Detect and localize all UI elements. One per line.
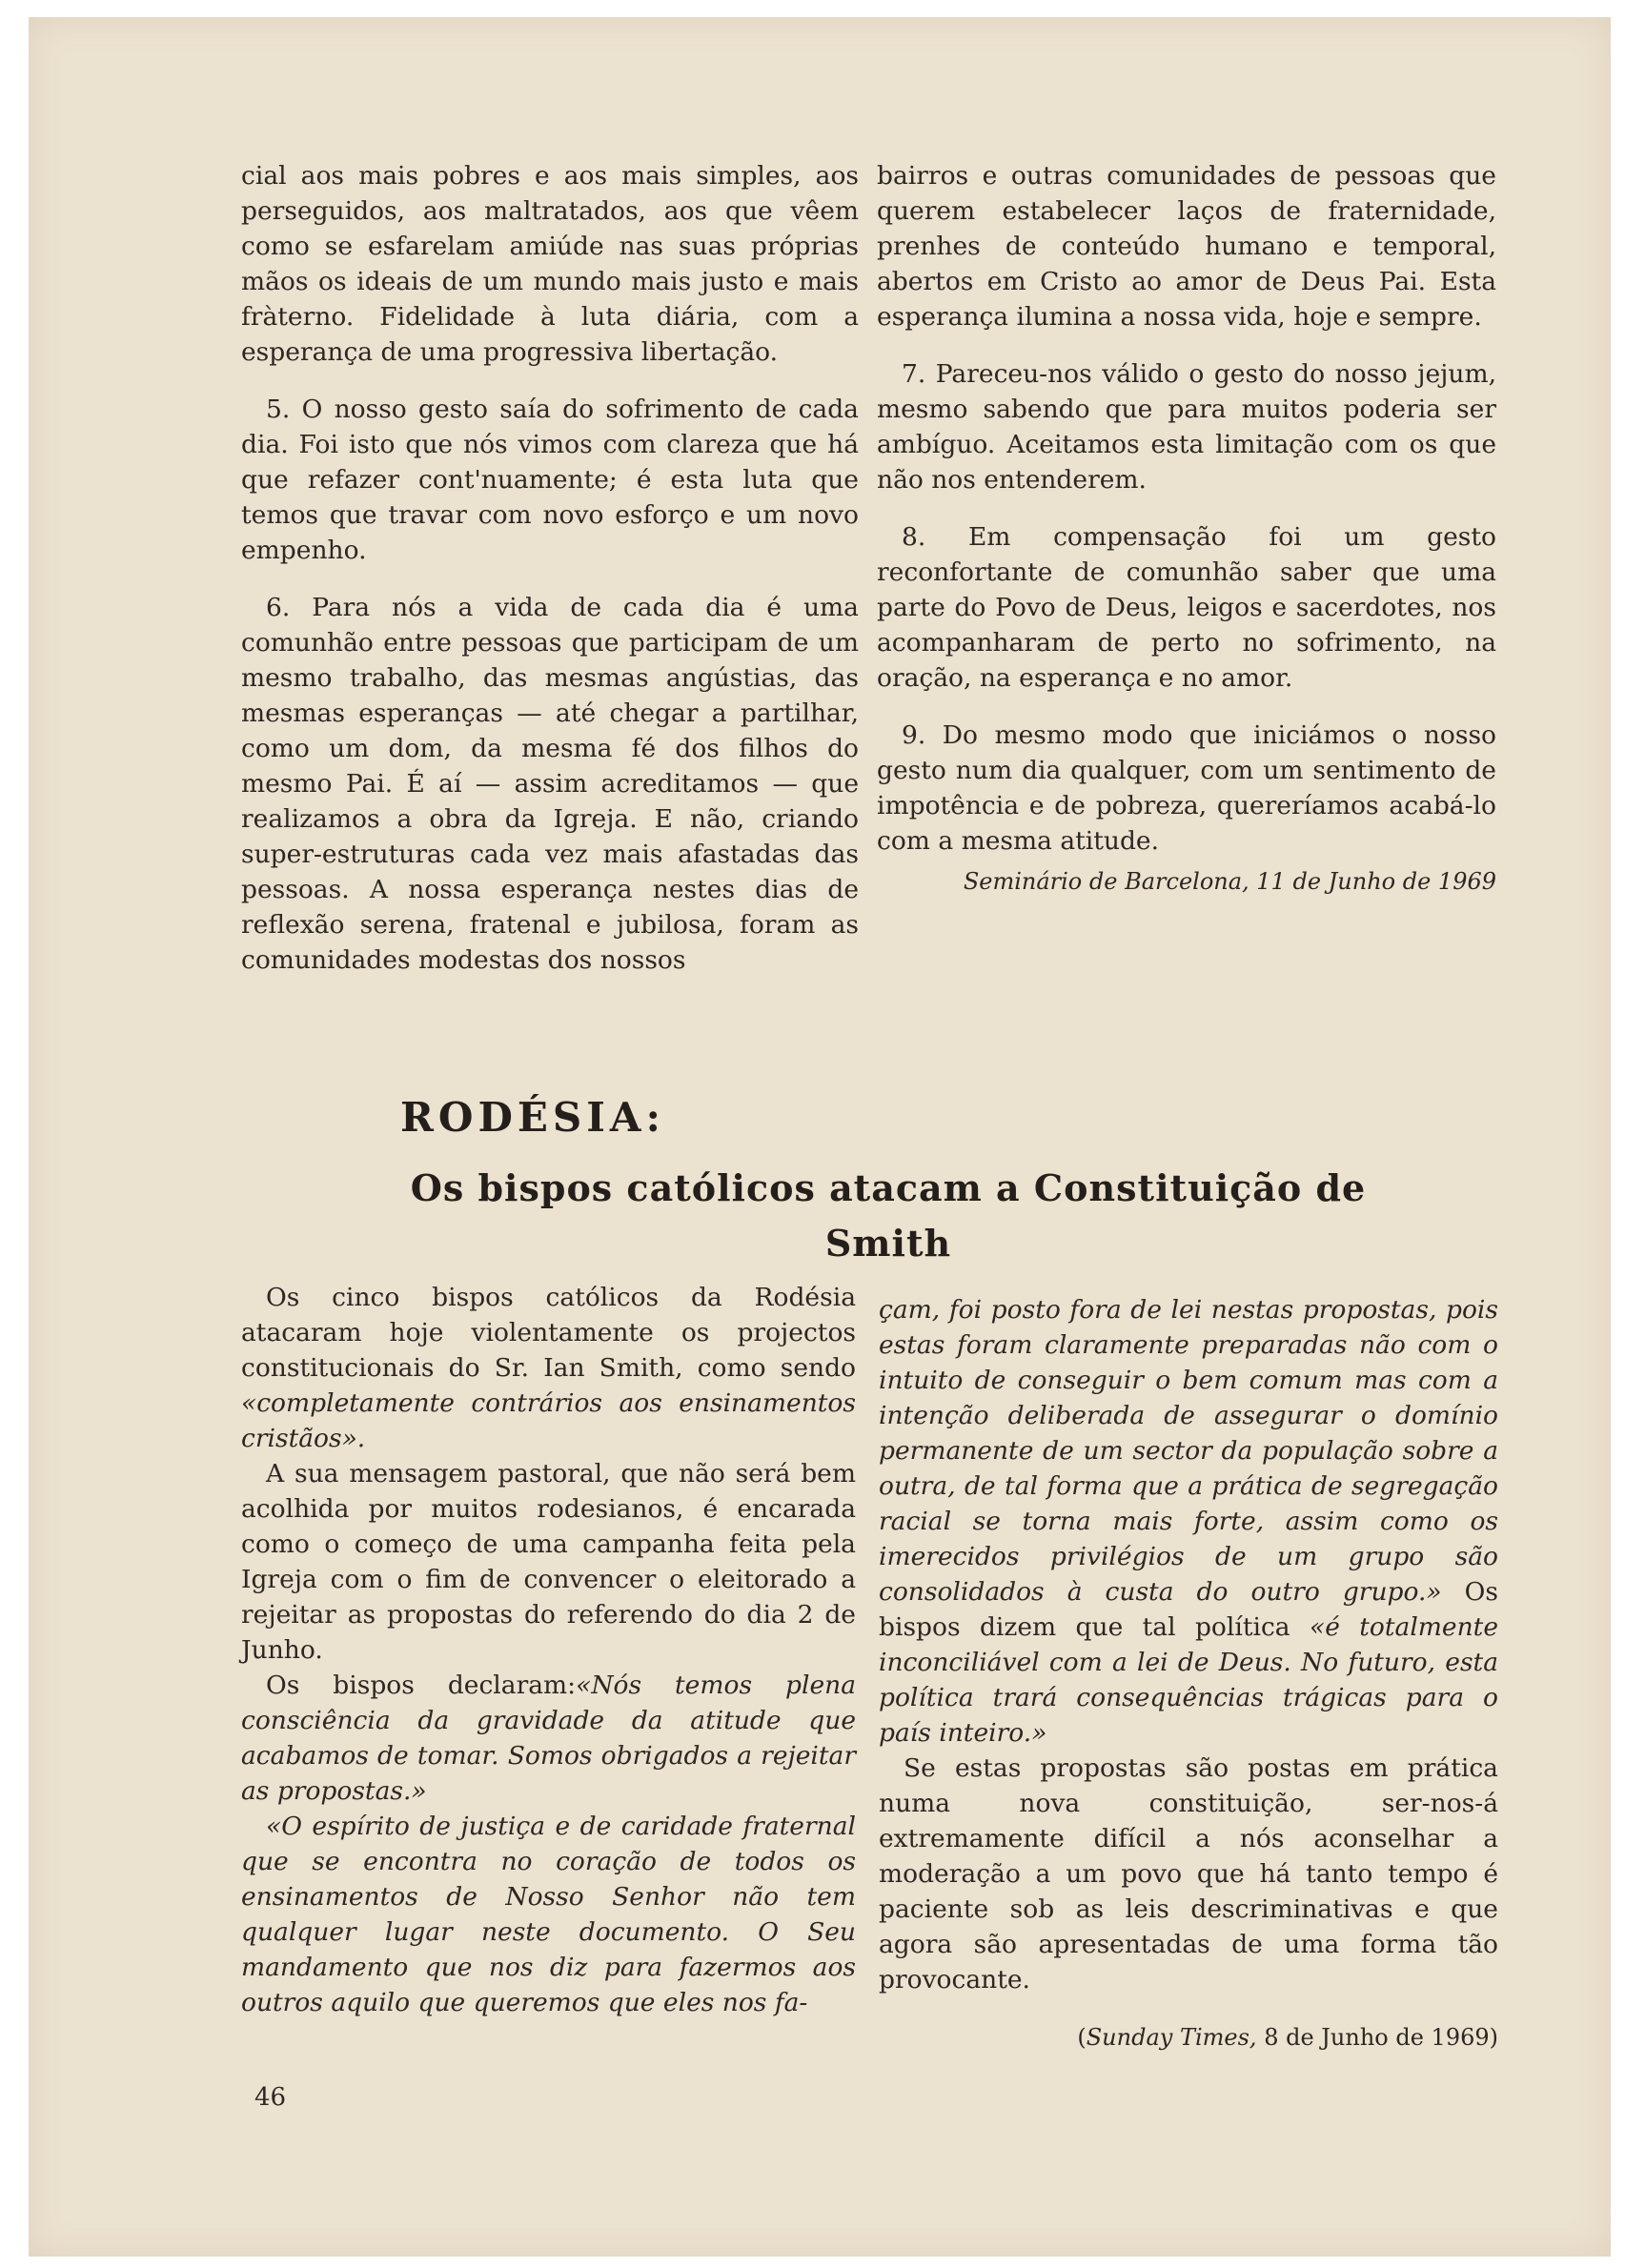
paragraph-text: Os bispos declaram: bbox=[266, 1671, 577, 1700]
paragraph bbox=[879, 1292, 1498, 1751]
paragraph: 5. O nosso gesto saía do sofrimento de cada dia. Foi isto que nós vimos com clareza que há que refazer cont'nuamente; é esta luta que temos que travar com novo esforço e um novo empenho. bbox=[241, 395, 859, 565]
top-right-column bbox=[877, 158, 1496, 900]
paragraph-text: Os cinco bispos católicos da Rodésia atacaram hoje violentamente os projectos constitucionais do Sr. Ian Smith, como sendo bbox=[241, 1283, 856, 1383]
paragraph: 9. Do mesmo modo que iniciámos o nosso gesto num dia qualquer, com um sentimento de impotência e de pobreza, quereríamos acabá-lo com a mesma atitude. bbox=[877, 720, 1496, 856]
source-date: 8 de Junho de 1969) bbox=[1264, 2024, 1498, 2051]
paragraph: cial aos mais pobres e aos mais simples, aos perseguidos, aos maltratados, aos que vêem como se esfarelam amiúde nas suas próprias mãos os ideais de um mundo mais justo e mais fràterno. Fidelidade à luta diária, com a esperança de uma progressiva libertação. bbox=[241, 161, 859, 367]
paragraph: «O espírito de justiça e de caridade fraternal que se encontra no coração de todos os ensinamentos de Nosso Senhor não tem qualquer lugar neste documento. O Seu mandamento que nos diz para fazermos aos outros aquilo que queremos que eles nos fa- bbox=[241, 1812, 856, 2017]
paragraph: Se estas propostas são postas em prática numa nova constituição, ser-nos-á extremamente difícil a nós aconselhar a moderação a um povo que há tanto tempo é paciente sob as leis descriminativas e que agora são apresentadas de uma forma tão provocante. bbox=[879, 1753, 1498, 1995]
paragraph bbox=[241, 1668, 856, 1809]
paragraph: bairros e outras comunidades de pessoas que querem estabelecer laços de fraternidade, prenhes de conteúdo humano e temporal, abertos em Cristo ao amor de Deus Pai. Esta esperança ilumina a nossa vida, hoje e sempre. bbox=[877, 161, 1496, 332]
page-sheet bbox=[29, 17, 1611, 2257]
paragraph: 6. Para nós a vida de cada dia é uma comunhão entre pessoas que participam de um mesmo trabalho, das mesmas angústias, das mesmas esperanças — até chegar a partilhar, como um dom, da mesma fé dos filhos do mesmo Pai. É aí — assim acreditamos — que realizamos a obra da Igreja. E não, criando super-estruturas cada vez mais afastadas das pessoas. A nossa esperança nestes dias de reflexão serena, fratenal e jubilosa, foram as comunidades modestas dos nossos bbox=[241, 593, 859, 975]
article-left-column bbox=[241, 1280, 856, 2020]
paragraph-text: Os bispos dizem que tal política bbox=[879, 1577, 1498, 1642]
paragraph: 8. Em compensação foi um gesto reconfortante de comunhão saber que uma parte do Povo de Deus, leigos e sacerdotes, nos acompanharam de perto no sofrimento, na oração, na esperança e no amor. bbox=[877, 522, 1496, 693]
paragraph: A sua mensagem pastoral, que não será bem acolhida por muitos rodesianos, é encarada como o começo de uma campanha feita pela Igreja com o fim de convencer o eleitorado a rejeitar as propostas do referendo do dia 2 de Junho. bbox=[241, 1459, 856, 1665]
source-publication: Sunday Times, bbox=[1086, 2024, 1257, 2051]
quote-text: çam, foi posto fora de lei nestas propostas, pois estas foram claramente preparadas não com o intuito de conseguir o bem comum mas com a intenção deliberada de assegurar o domínio permanente de um sector da população sobre a outra, de tal forma que a prática de segregação racial se torna mais forte, assim como os imerecidos privilégios de um grupo são consolidados à custa do outro grupo.» bbox=[879, 1295, 1498, 1607]
paragraph bbox=[241, 1280, 856, 1456]
page-number: 46 bbox=[254, 2083, 287, 2112]
article-title: Os bispos católicos atacam a Constituição de Smith bbox=[410, 1166, 1367, 1265]
top-left-column bbox=[241, 158, 859, 978]
signature: Seminário de Barcelona, 11 de Junho de 1969 bbox=[963, 868, 1496, 895]
section-heading: RODÉSIA: bbox=[400, 1094, 665, 1141]
quote-text: «completamente contrários aos ensinamentos cristãos». bbox=[241, 1388, 856, 1453]
quote-text: «é totalmente inconciliável com a lei de Deus. No futuro, esta política trará consequências trágicas para o país inteiro.» bbox=[879, 1612, 1499, 1748]
article-right-column bbox=[879, 1292, 1498, 2055]
quote-text: «Nós temos plena consciência da gravidade da atitude que acabamos de tomar. Somos obrigados a rejeitar as propostas.» bbox=[241, 1671, 856, 1806]
paragraph: 7. Pareceu-nos válido o gesto do nosso jejum, mesmo sabendo que para muitos poderia ser ambíguo. Aceitamos esta limitação com os que não nos entenderem. bbox=[877, 359, 1496, 495]
source-citation: (Sunday Times, 8 de Junho de 1969) bbox=[1077, 2024, 1498, 2051]
